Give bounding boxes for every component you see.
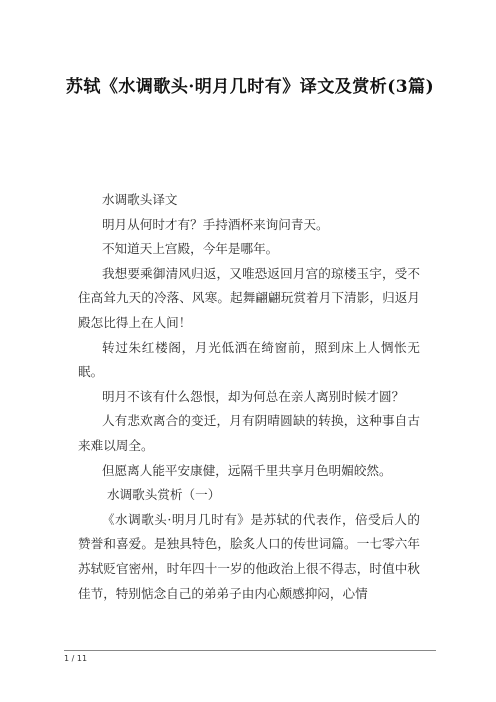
document-title: 苏轼《水调歌头·明月几时有》译文及赏析(3篇) xyxy=(65,77,435,97)
paragraph: 但愿离人能平安康健，远隔千里共享月色明媚皎然。 xyxy=(101,462,392,478)
paragraph: 我想要乘御清风归返，又唯恐返回月宫的琼楼玉宇，受不住高耸九天的冷落、风寒。起舞翩翩玩赏着月下清影，归返月殿怎比得上在人间！ xyxy=(78,265,420,330)
paragraph: 明月不该有什么怨恨，却为何总在亲人离别时候才圆？ xyxy=(101,388,405,404)
page-number: 1 / 11 xyxy=(64,654,88,663)
footer-divider xyxy=(64,650,436,651)
section-heading-appreciation: 水调歌头赏析（一） xyxy=(106,487,221,503)
paragraph: 不知道天上宫殿，今年是哪年。 xyxy=(101,241,279,257)
paragraph: 人有悲欢离合的变迁，月有阴晴圆缺的转换，这种事自古来难以周全。 xyxy=(78,413,420,453)
section-heading-translation: 水调歌头译文 xyxy=(101,192,178,207)
paragraph: 《水调歌头·明月几时有》是苏轼的代表作，倍受后人的赞誉和喜爱。是独具特色，脍炙人口的传世词篇。一七零六年苏轼贬官密州，时年四十一岁的他政治上很不得志，时值中秋佳节，特别惦念自己的弟弟子由内心颇感抑闷，心情 xyxy=(78,511,420,601)
document-body xyxy=(78,188,420,606)
paragraph: 转过朱红楼阁，月光低洒在绮窗前，照到床上人惆怅无眠。 xyxy=(78,339,420,380)
paragraph: 明月从何时才有？手持酒杯来询问青天。 xyxy=(101,216,329,232)
